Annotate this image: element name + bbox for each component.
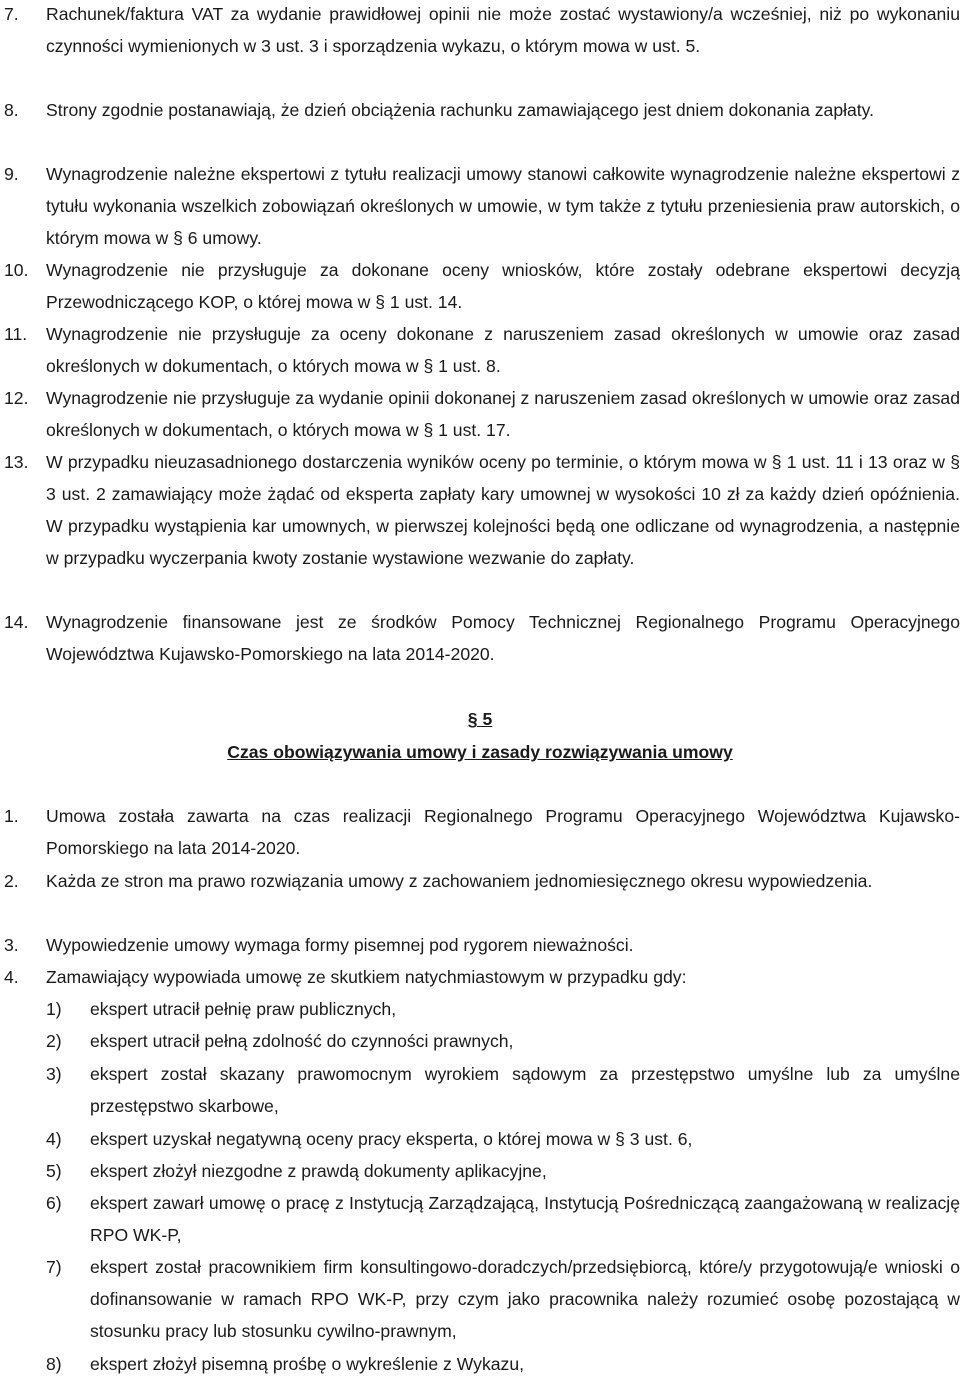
sub-item-text: ekspert utracił pełnię praw publicznych, (90, 999, 397, 1019)
item-text: Wynagrodzenie nie przysługuje za wydanie opinii dokonanej z naruszeniem zasad określonych w umowie oraz zasad określonych w dokumentach, o których mowa w § 1 ust. 17. (46, 388, 960, 440)
item-number: 1. (4, 806, 19, 826)
item-text: W przypadku nieuzasadnionego dostarczenia wyników oceny po terminie, o którym mowa w § 1 ust. 11 i 13 oraz w § 3 ust. 2 zamawiający może żądać od eksperta zapłaty kary umownej w wysokości 10 zł za każdy dzień opóźnienia. W przypadku wystąpienia kar umownych, w pierwszej kolejności będą one odliczane od wynagrodzenia, a następnie w przypadku wyczerpania kwoty zostanie wystawione wezwanie do zapłaty. (46, 452, 960, 568)
item-text: Rachunek/faktura VAT za wydanie prawidłowej opinii nie może zostać wystawiony/a wcześniej, niż po wykonaniu czynności wymienionych w 3 ust. 3 i sporządzenia wykazu, o którym mowa w ust. 5. (46, 4, 960, 56)
list-item (0, 446, 960, 574)
sub-list-item (0, 1187, 960, 1251)
list-item (0, 800, 960, 864)
list-item (0, 318, 960, 382)
sub-list-item (0, 1348, 960, 1380)
item-number: 13. (4, 452, 29, 472)
sub-item-number: 8) (46, 1354, 62, 1374)
item-text: Wynagrodzenie finansowane jest ze środków Pomocy Technicznej Regionalnego Programu Operacyjnego Województwa Kujawsko-Pomorskiego na lata 2014-2020. (46, 612, 960, 664)
list-item (0, 606, 960, 670)
sub-item-text: ekspert uzyskał negatywną oceny pracy eksperta, o której mowa w § 3 ust. 6, (90, 1129, 693, 1149)
item-text: Wynagrodzenie należne ekspertowi z tytułu realizacji umowy stanowi całkowite wynagrodzenie należne ekspertowi z tytułu wykonania wszelkich zobowiązań określonych w umowie, w tym także z tytułu przeniesienia praw autorskich, o którym mowa w § 6 umowy. (46, 164, 960, 248)
sub-list-item (0, 1155, 960, 1187)
section-title: Czas obowiązywania umowy i zasady rozwiązywania umowy (227, 742, 733, 762)
item-text: Umowa została zawarta na czas realizacji Regionalnego Programu Operacyjnego Województwa Kujawsko-Pomorskiego na lata 2014-2020. (46, 806, 960, 858)
sub-item-text: ekspert został pracownikiem firm konsultingowo-doradczych/przedsiębiorcą, które/y przygotowują/e wnioski o dofinansowanie w ramach RPO WK-P, przy czym jako pracownika należy rozumieć osobę pozostającą w stosunku pracy lub stosunku cywilno-prawnym, (90, 1257, 960, 1341)
section-number: § 5 (467, 709, 493, 729)
sub-item-text: ekspert został skazany prawomocnym wyrokiem sądowym za przestępstwo umyślne lub za umyślne przestępstwo skarbowe, (90, 1064, 960, 1116)
list-item (0, 929, 960, 961)
list-item (0, 0, 960, 62)
item-text: Strony zgodnie postanawiają, że dzień obciążenia rachunku zamawiającego jest dniem dokonania zapłaty. (46, 100, 875, 120)
sub-list-item (0, 1058, 960, 1122)
item-number: 4. (4, 967, 19, 987)
sub-item-number: 4) (46, 1129, 62, 1149)
item-text: Wynagrodzenie nie przysługuje za dokonane oceny wniosków, które zostały odebrane ekspertowi decyzją Przewodniczącego KOP, o której mowa w § 1 ust. 14. (46, 260, 960, 312)
item-number: 3. (4, 935, 19, 955)
sub-item-number: 6) (46, 1193, 62, 1213)
item-number: 2. (4, 871, 19, 891)
item-number: 7. (4, 4, 19, 24)
item-number: 14. (4, 612, 29, 632)
sub-item-number: 2) (46, 1031, 62, 1051)
list-item (0, 961, 960, 993)
sub-item-text: ekspert utracił pełną zdolność do czynności prawnych, (90, 1031, 514, 1051)
list-item (0, 158, 960, 254)
list-item (0, 94, 960, 126)
item-number: 10. (4, 260, 29, 280)
sub-item-number: 5) (46, 1161, 62, 1181)
sub-list-item (0, 1251, 960, 1347)
list-item (0, 254, 960, 318)
sub-item-number: 7) (46, 1257, 62, 1277)
sub-list-item (0, 1025, 960, 1057)
sub-item-text: ekspert zawarł umowę o pracę z Instytucją Zarządzającą, Instytucją Pośredniczącą zaangażowaną w realizację RPO WK-P, (90, 1193, 960, 1245)
sub-item-text: ekspert złożył niezgodne z prawdą dokumenty aplikacyjne, (90, 1161, 547, 1181)
list-item (0, 865, 960, 897)
item-text: Wynagrodzenie nie przysługuje za oceny dokonane z naruszeniem zasad określonych w umowie oraz zasad określonych w dokumentach, o których mowa w § 1 ust. 8. (46, 324, 960, 376)
item-text: Zamawiający wypowiada umowę ze skutkiem natychmiastowym w przypadku gdy: (46, 967, 687, 987)
item-number: 11. (4, 324, 28, 344)
item-number: 8. (4, 100, 19, 120)
list-item (0, 382, 960, 446)
sub-list-item (0, 1123, 960, 1155)
item-text: Każda ze stron ma prawo rozwiązania umowy z zachowaniem jednomiesięcznego okresu wypowiedzenia. (46, 871, 873, 891)
sub-item-number: 1) (46, 999, 62, 1019)
sub-item-number: 3) (46, 1064, 62, 1084)
sub-list-item (0, 993, 960, 1025)
sub-item-text: ekspert złożył pisemną prośbę o wykreślenie z Wykazu, (90, 1354, 524, 1374)
item-number: 9. (4, 164, 19, 184)
item-text: Wypowiedzenie umowy wymaga formy pisemnej pod rygorem nieważności. (46, 935, 634, 955)
item-number: 12. (4, 388, 29, 408)
